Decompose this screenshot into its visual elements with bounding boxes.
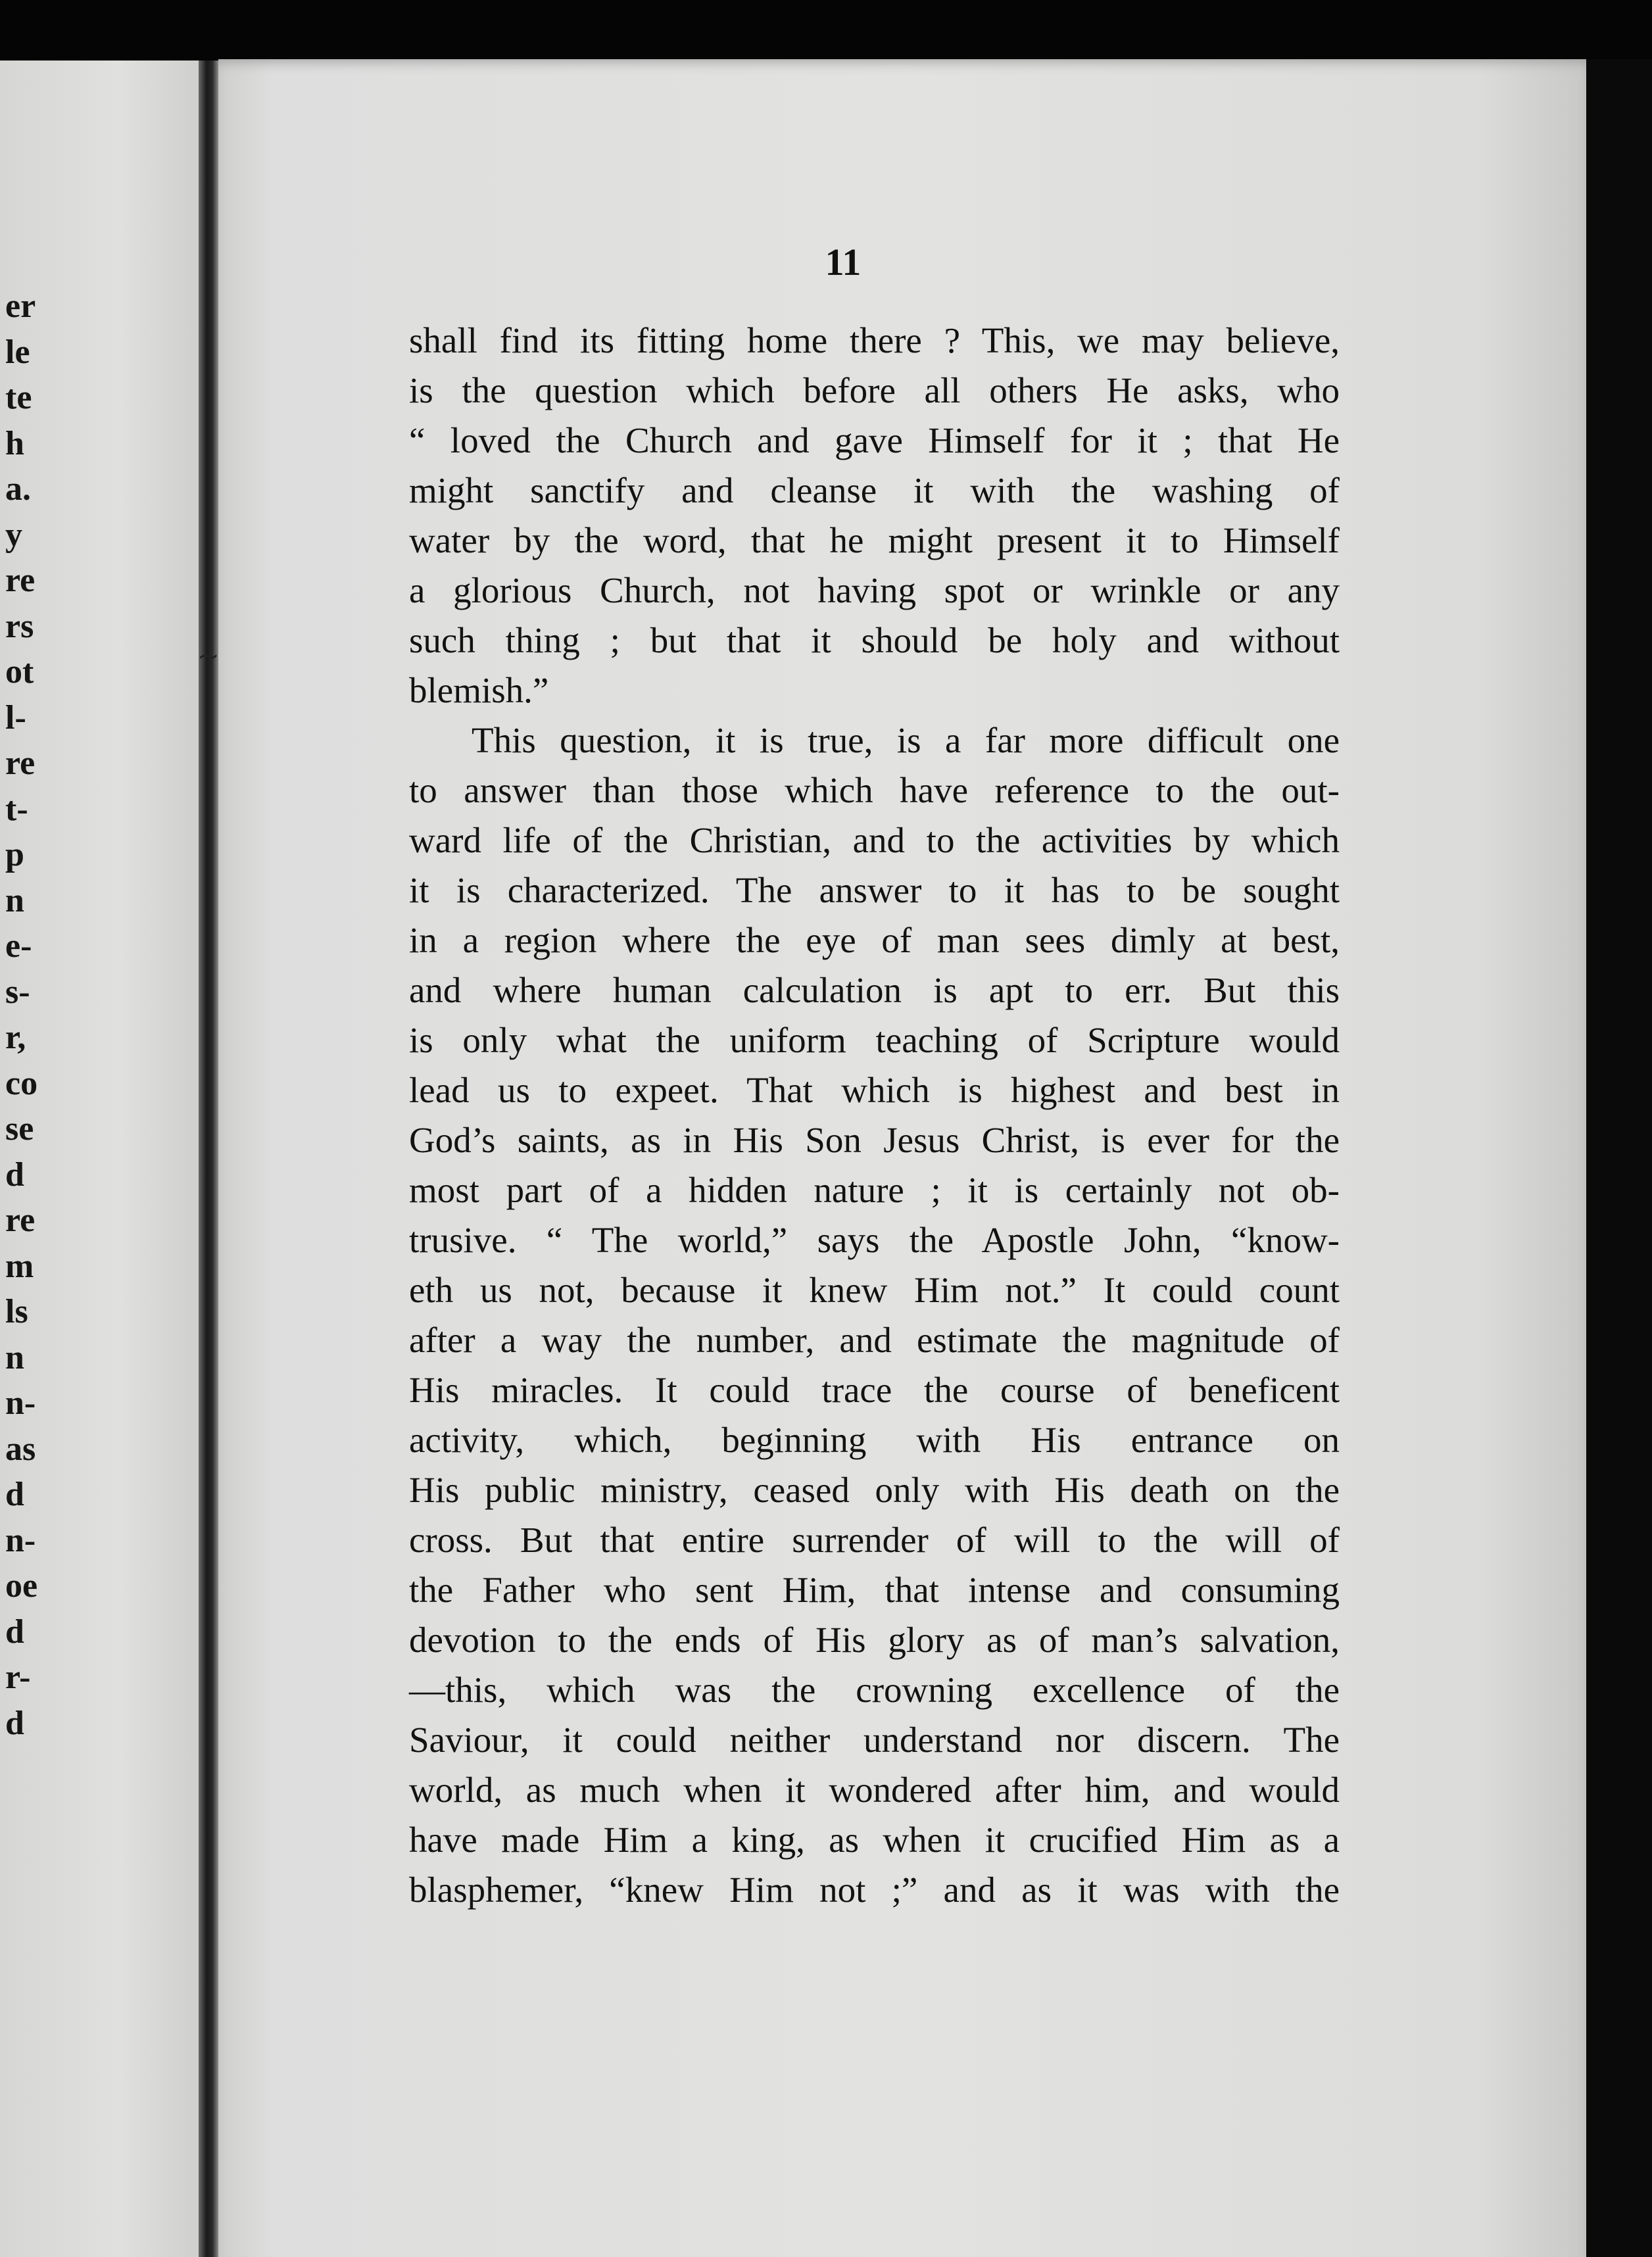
facing-page-line-fragment: d [5, 1613, 24, 1651]
facing-page-line-fragment: l- [5, 698, 26, 737]
facing-page-line-fragment: n [5, 881, 24, 919]
facing-page-line-fragment: ot [5, 653, 34, 691]
text-line: world, as much when it wondered after him, and would [409, 1770, 1340, 1810]
facing-page-line-fragment: re [5, 562, 36, 599]
text-line: in a region where the eye of man sees dimly at best, [409, 920, 1340, 960]
facing-page-line-fragment: te [5, 379, 32, 416]
text-line: shall find its fitting home there ? This, we may believe, [409, 320, 1340, 360]
facing-page-line-fragment: m [5, 1247, 34, 1285]
facing-page-line-fragment: d [5, 1704, 24, 1742]
text-line: God’s saints, as in His Son Jesus Christ, is ever for the [409, 1120, 1340, 1160]
text-line: such thing ; but that it should be holy and without [409, 620, 1340, 660]
facing-page-line-fragment: n [5, 1338, 24, 1376]
text-line: is only what the uniform teaching of Scripture would [409, 1020, 1340, 1060]
facing-page-line-fragment: e- [5, 927, 32, 965]
facing-page-line-fragment: re [5, 1201, 36, 1239]
facing-page-line-fragment: le [5, 333, 30, 371]
body-text [409, 316, 1340, 1915]
paragraph [409, 316, 1340, 716]
text-line: trusive. “ The world,” says the Apostle John, “know- [409, 1220, 1340, 1260]
text-line: His public ministry, ceased only with His death on the [409, 1470, 1340, 1510]
text-line: after a way the number, and estimate the magnitude of [409, 1320, 1340, 1360]
facing-page-line-fragment: d [5, 1476, 24, 1513]
text-line: a glorious Church, not having spot or wrinkle or any [409, 570, 1340, 610]
book-gutter [199, 61, 218, 2257]
text-line: ward life of the Christian, and to the activities by which [409, 820, 1340, 860]
facing-page-line-fragment: r, [5, 1019, 26, 1056]
page-number: 11 [825, 241, 862, 283]
text-line: —this, which was the crowning excellence of the [409, 1670, 1340, 1710]
facing-page-line-fragment: n- [5, 1384, 36, 1422]
text-line: it is characterized. The answer to it has to be sought [409, 870, 1340, 910]
text-line: devotion to the ends of His glory as of man’s salvation, [409, 1620, 1340, 1660]
facing-page-line-fragment: re [5, 744, 36, 782]
text-line: blemish.” [409, 670, 549, 710]
facing-page-line-fragment: co [5, 1064, 38, 1102]
text-line: the Father who sent Him, that intense and consuming [409, 1570, 1340, 1610]
facing-page-line-fragment: d [5, 1155, 24, 1194]
text-line: Saviour, it could neither understand nor discern. The [409, 1720, 1340, 1760]
text-line: eth us not, because it knew Him not.” It could count [409, 1270, 1340, 1310]
text-line: have made Him a king, as when it crucified Him as a [409, 1820, 1340, 1860]
facing-page-line-fragment: r- [5, 1659, 31, 1696]
text-line: most part of a hidden nature ; it is certainly not ob- [409, 1170, 1340, 1210]
text-line: to answer than those which have reference to the out- [409, 770, 1340, 810]
text-line: is the question which before all others He asks, who [409, 370, 1340, 410]
text-line: might sanctify and cleanse it with the washing of [409, 470, 1340, 510]
facing-page-line-fragment: n- [5, 1521, 36, 1559]
text-line: blasphemer, “knew Him not ;” and as it was with the [409, 1870, 1340, 1910]
text-line: His miracles. It could trace the course of beneficent [409, 1370, 1340, 1410]
facing-page-line-fragment: oe [5, 1567, 38, 1605]
facing-page-line-fragment: rs [5, 607, 34, 645]
paragraph [409, 716, 1340, 1915]
facing-page-line-fragment: y [5, 516, 22, 554]
gutter-mark: ~ [197, 641, 220, 671]
facing-page-fragment [0, 61, 199, 2257]
facing-page-line-fragment: h [5, 424, 24, 462]
facing-page-line-fragment: t- [5, 790, 28, 828]
text-line: and where human calculation is apt to err. But this [409, 970, 1340, 1010]
scan-border [1586, 59, 1652, 2257]
text-line: cross. But that entire surrender of will to the will of [409, 1520, 1340, 1560]
text-line: This question, it is true, is a far more difficult one [472, 720, 1340, 760]
book-page [218, 59, 1586, 2257]
text-line: lead us to expeet. That which is highest and best in [409, 1070, 1340, 1110]
facing-page-line-fragment: er [5, 287, 36, 325]
text-line: “ loved the Church and gave Himself for it ; that He [409, 420, 1340, 460]
text-line: water by the word, that he might present it to Himself [409, 520, 1340, 560]
facing-page-line-fragment: se [5, 1110, 34, 1148]
facing-page-line-fragment: as [5, 1430, 36, 1468]
facing-page-line-fragment: p [5, 836, 24, 873]
text-line: activity, which, beginning with His entrance on [409, 1420, 1340, 1460]
facing-page-line-fragment: ls [5, 1293, 28, 1330]
facing-page-line-fragment: s- [5, 973, 30, 1011]
facing-page-line-fragment: a. [5, 470, 31, 508]
